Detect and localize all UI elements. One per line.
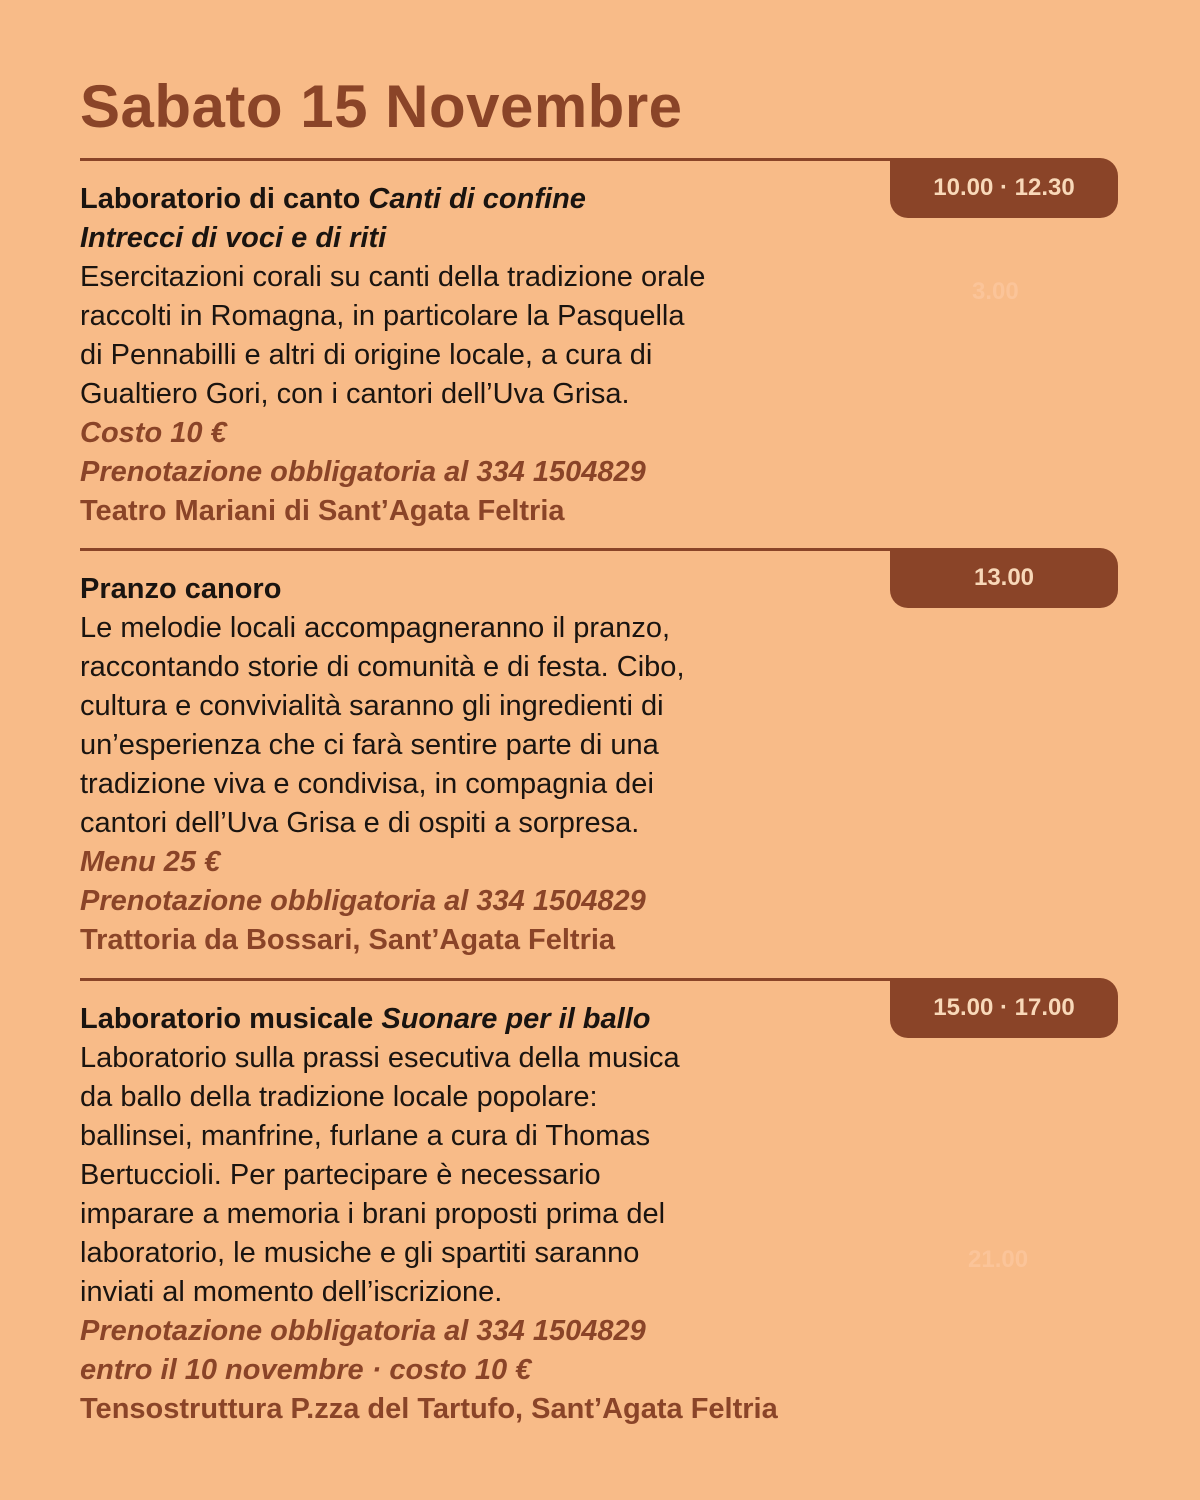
description-line: imparare a memoria i brani proposti prima del	[80, 1198, 666, 1230]
description-line: raccontando storie di comunità e di festa. Cibo,	[80, 651, 685, 683]
description-line: cantori dell’Uva Grisa e di ospiti a sorpresa.	[80, 807, 640, 839]
page-title: Sabato 15 Novembre	[80, 73, 683, 140]
faded-time-label: 3.00	[972, 278, 1019, 305]
description-line: Gualtiero Gori, con i cantori dell’Uva Grisa.	[80, 378, 630, 410]
event-content	[80, 570, 880, 960]
description-line: Esercitazioni corali su canti della tradizione orale	[80, 261, 706, 293]
section-divider	[80, 548, 890, 551]
booking-info: Prenotazione obbligatoria al 334 1504829	[80, 885, 646, 917]
description-line: inviati al momento dell’iscrizione.	[80, 1276, 503, 1308]
description-line: cultura e convivialità saranno gli ingredienti di	[80, 690, 664, 722]
price-info: Menu 25 €	[80, 846, 221, 878]
price-info: Costo 10 €	[80, 417, 227, 449]
description-line: Bertuccioli. Per partecipare è necessario	[80, 1159, 601, 1191]
event-subtitle: Intrecci di voci e di riti	[80, 222, 387, 254]
description-line: ballinsei, manfrine, furlane a cura di Thomas	[80, 1120, 651, 1152]
description-line: laboratorio, le musiche e gli spartiti saranno	[80, 1237, 640, 1269]
booking-info: Prenotazione obbligatoria al 334 1504829	[80, 456, 646, 488]
time-badge: 13.00	[890, 548, 1118, 608]
description-line: da ballo della tradizione locale popolare:	[80, 1081, 598, 1113]
description-line: Laboratorio sulla prassi esecutiva della musica	[80, 1042, 680, 1074]
deadline-price-info: entro il 10 novembre · costo 10 €	[80, 1354, 532, 1386]
event-title: Pranzo canoro	[80, 573, 282, 605]
event-content	[80, 180, 880, 531]
section-divider	[80, 978, 890, 981]
venue: Tensostruttura P.zza del Tartufo, Sant’Agata Feltria	[80, 1393, 778, 1425]
venue: Trattoria da Bossari, Sant’Agata Feltria	[80, 924, 616, 956]
description-line: un’esperienza che ci farà sentire parte di una	[80, 729, 659, 761]
event-title: Laboratorio di canto Canti di confine	[80, 183, 586, 215]
description-line: di Pennabilli e altri di origine locale, a cura di	[80, 339, 653, 371]
description-line: tradizione viva e condivisa, in compagnia dei	[80, 768, 654, 800]
time-badge: 15.00 · 17.00	[890, 978, 1118, 1038]
time-badge: 10.00 · 12.30	[890, 158, 1118, 218]
faded-time-label: 21.00	[968, 1246, 1029, 1273]
description-line: Le melodie locali accompagneranno il pranzo,	[80, 612, 671, 644]
section-divider	[80, 158, 890, 161]
event-title: Laboratorio musicale Suonare per il ballo	[80, 1003, 651, 1035]
description-line: raccolti in Romagna, in particolare la Pasquella	[80, 300, 685, 332]
venue: Teatro Mariani di Sant’Agata Feltria	[80, 495, 565, 527]
booking-info: Prenotazione obbligatoria al 334 1504829	[80, 1315, 646, 1347]
event-content	[80, 1000, 880, 1429]
